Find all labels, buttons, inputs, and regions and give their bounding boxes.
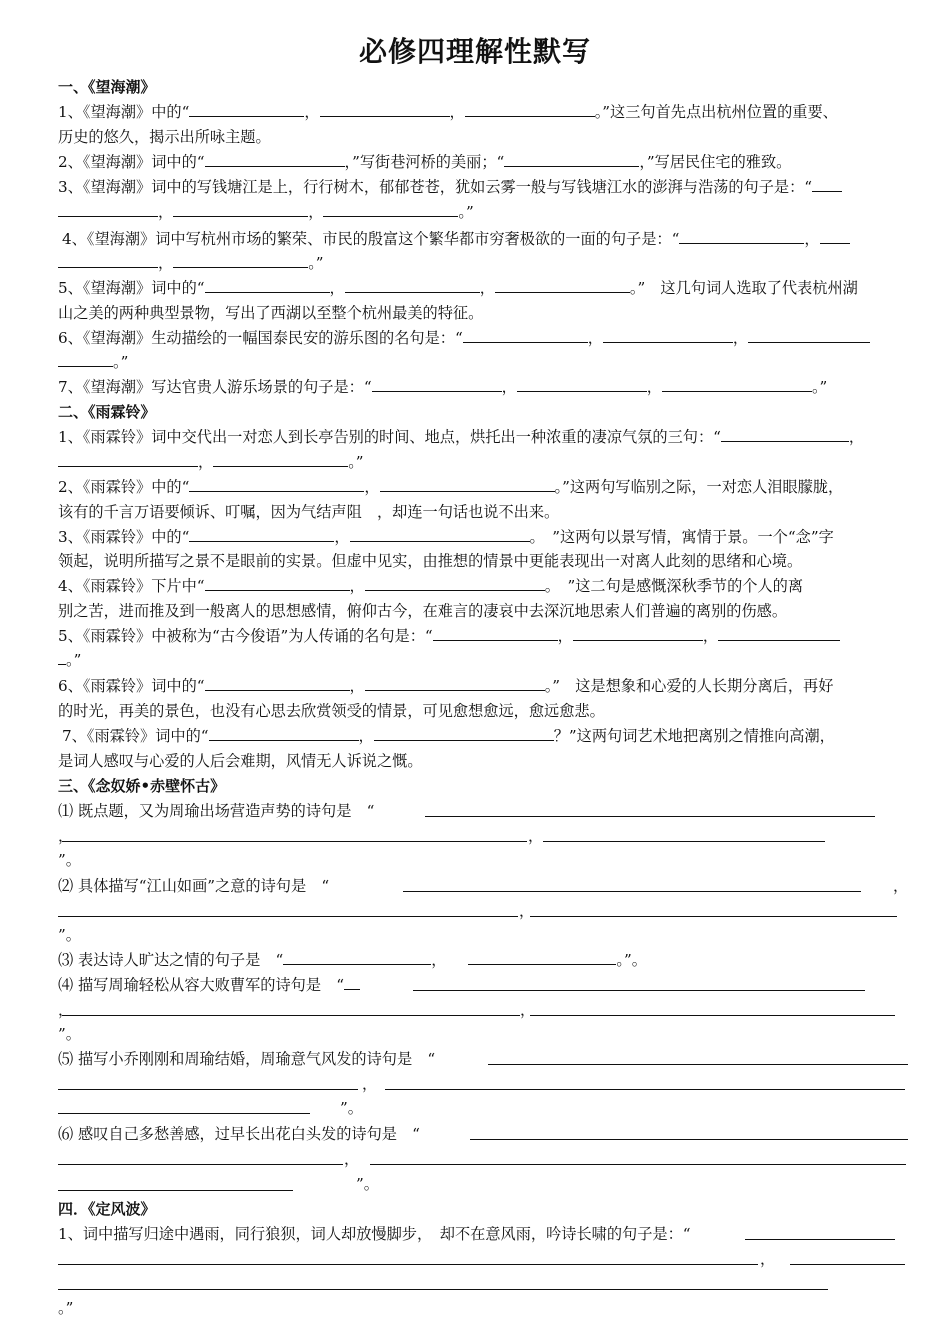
question-3-1-cont: ， <box>58 827 74 845</box>
question-1-1-cont: 历史的悠久，揭示出所咏主题。 <box>58 128 271 146</box>
answer-line[interactable] <box>790 1264 905 1265</box>
question-2-2: 2、《雨霖铃》中的“ ， 。”这两句写临别之际，一对恋人泪眼朦胧， <box>58 478 844 496</box>
answer-line[interactable] <box>425 816 875 817</box>
answer-line[interactable] <box>58 1289 828 1290</box>
answer-blank[interactable] <box>205 278 330 293</box>
answer-blank[interactable] <box>433 626 558 641</box>
question-4-1: 1、词中描写归途中遇雨，同行狼狈，词人却放慢脚步， 却不在意风雨，吟诗长啸的句子是：“ <box>58 1225 691 1243</box>
question-3-4-end: ”。 <box>58 1025 81 1043</box>
answer-blank[interactable] <box>173 253 308 268</box>
answer-blank[interactable] <box>748 328 870 343</box>
answer-line[interactable] <box>58 1164 343 1165</box>
answer-blank[interactable] <box>721 427 849 442</box>
answer-blank[interactable] <box>372 377 502 392</box>
answer-line[interactable] <box>370 1164 906 1165</box>
answer-line[interactable] <box>385 1089 905 1090</box>
question-2-1: 1、《雨霖铃》词中交代出一对恋人到长亭告别的时间、地点，烘托出一种浓重的凄凉气氛的三句：“ ， <box>58 428 865 446</box>
answer-blank[interactable] <box>603 328 733 343</box>
section-heading-niannujiao: 三、《念奴娇•赤壁怀古》 <box>58 777 226 795</box>
question-3-1: ⑴ 既点题，又为周瑜出场营造声势的诗句是 “ <box>58 802 375 820</box>
answer-blank[interactable] <box>365 576 545 591</box>
answer-blank[interactable] <box>820 229 850 244</box>
answer-blank[interactable] <box>205 676 350 691</box>
question-2-7-cont: 是词人感叹与心爱的人后会难期，风情无人诉说之慨。 <box>58 752 423 770</box>
answer-blank[interactable] <box>213 452 348 467</box>
answer-blank[interactable] <box>374 726 554 741</box>
question-3-5-end: ”。 <box>340 1099 363 1117</box>
answer-line[interactable] <box>530 1015 895 1016</box>
answer-blank[interactable] <box>189 527 334 542</box>
answer-blank[interactable] <box>517 377 647 392</box>
answer-line[interactable] <box>62 1015 520 1016</box>
answer-blank[interactable] <box>463 328 588 343</box>
question-2-6: 6、《雨霖铃》词中的“ ， 。” 这是想象和心爱的人长期分离后，再好 <box>58 677 834 695</box>
answer-blank[interactable] <box>468 950 616 965</box>
answer-blank[interactable] <box>350 527 530 542</box>
question-2-7: 7、《雨霖铃》词中的“ ， ？”这两句词艺术地把离别之情推向高潮， <box>62 727 835 745</box>
answer-blank[interactable] <box>323 202 458 217</box>
answer-line[interactable] <box>488 1064 908 1065</box>
page-title: 必修四理解性默写 <box>358 35 591 68</box>
answer-line[interactable] <box>530 916 897 917</box>
comma: ， <box>528 827 544 845</box>
answer-line[interactable] <box>413 990 865 991</box>
question-2-5-cont: 。” <box>58 650 81 670</box>
answer-blank[interactable] <box>189 102 304 117</box>
question-3-4-cont: ， <box>58 1001 74 1019</box>
answer-blank[interactable] <box>189 477 364 492</box>
answer-blank[interactable] <box>573 626 703 641</box>
answer-blank[interactable] <box>320 102 450 117</box>
comma: ， <box>519 902 535 920</box>
question-3-3: ⑶ 表达诗人旷达之情的句子是 “ ， 。”。 <box>58 951 647 969</box>
section-heading-dingfengbo: 四．《定风波》 <box>58 1200 156 1218</box>
answer-blank[interactable] <box>58 352 113 367</box>
question-1-6-cont: 。” <box>58 352 128 372</box>
question-3-6-end: ”。 <box>356 1175 379 1193</box>
answer-line[interactable] <box>62 841 527 842</box>
answer-line[interactable] <box>58 1089 358 1090</box>
answer-line[interactable] <box>58 1113 310 1114</box>
answer-line[interactable] <box>58 1264 758 1265</box>
comma: ， <box>362 1075 378 1093</box>
section-heading-yulinling: 二、《雨霖铃》 <box>58 403 156 421</box>
answer-blank[interactable] <box>812 177 842 192</box>
answer-blank[interactable] <box>345 278 480 293</box>
answer-blank[interactable] <box>718 626 840 641</box>
comma: ， <box>893 877 909 895</box>
question-1-4: 4、《望海潮》词中写杭州市场的繁荣、市民的殷富这个繁华都市穷奢极欲的一面的句子是：“ ， <box>62 229 850 249</box>
answer-blank[interactable] <box>679 229 804 244</box>
question-1-5: 5、《望海潮》词中的“ ， ， 。” 这几句词人选取了代表杭州湖 <box>58 279 858 297</box>
answer-blank[interactable] <box>662 377 812 392</box>
answer-blank[interactable] <box>205 576 350 591</box>
answer-line[interactable] <box>58 916 518 917</box>
answer-blank[interactable] <box>173 202 308 217</box>
answer-blank[interactable] <box>58 253 158 268</box>
question-1-4-cont: ， 。” <box>58 253 324 273</box>
answer-line[interactable] <box>745 1239 895 1240</box>
comma: ， <box>760 1250 776 1268</box>
question-2-2-cont: 该有的千言万语要倾诉、叮嘱，因为气结声阻 ，却连一句话也说不出来。 <box>58 503 560 521</box>
answer-line[interactable] <box>58 1190 293 1191</box>
answer-blank[interactable] <box>465 102 595 117</box>
question-2-4-cont: 别之苦，进而推及到一般离人的思想感情，俯仰古今，在难言的凄哀中去深沉地思索人们普遍的离别的伤感。 <box>58 602 787 620</box>
question-1-2: 2、《望海潮》词中的“ ，”写街巷河桥的美丽；“ ，”写居民住宅的雅致。 <box>58 153 792 171</box>
question-3-5: ⑸ 描写小乔刚刚和周瑜结婚，周瑜意气风发的诗句是 “ <box>58 1050 436 1068</box>
question-3-4: ⑷ 描写周瑜轻松从容大败曹军的诗句是 “ <box>58 975 360 995</box>
answer-line[interactable] <box>403 891 861 892</box>
question-2-5: 5、《雨霖铃》中被称为“古今俊语”为人传诵的名句是：“ ， ， <box>58 626 840 646</box>
question-3-1-end: ”。 <box>58 851 81 869</box>
question-1-3-cont: ， ， 。” <box>58 202 474 222</box>
question-1-6: 6、《望海潮》生动描绘的一幅国泰民安的游乐图的名句是：“ ， ， <box>58 328 870 348</box>
answer-line[interactable] <box>470 1139 908 1140</box>
question-1-7: 7、《望海潮》写达官贵人游乐场景的句子是：“ ， ， 。” <box>58 378 828 396</box>
question-2-1-cont: ， 。” <box>58 452 364 472</box>
answer-blank[interactable] <box>365 676 545 691</box>
answer-blank[interactable] <box>58 202 158 217</box>
question-2-6-cont: 的时光，再美的景色，也没有心思去欣赏领受的情景，可见愈想愈远，愈远愈悲。 <box>58 702 605 720</box>
question-2-4: 4、《雨霖铃》下片中“ ， 。 ”这二句是感慨深秋季节的个人的离 <box>58 577 804 595</box>
question-3-6: ⑹ 感叹自己多愁善感，过早长出花白头发的诗句是 “ <box>58 1125 420 1143</box>
answer-blank[interactable] <box>283 950 431 965</box>
question-3-2: ⑵ 具体描写“江山如画”之意的诗句是 “ <box>58 877 330 895</box>
question-1-1: 1、《望海潮》中的“ ， ， 。”这三句首先点出杭州位置的重要、 <box>58 103 838 121</box>
answer-blank[interactable] <box>495 278 630 293</box>
answer-blank[interactable] <box>344 975 360 990</box>
answer-blank[interactable] <box>205 152 345 167</box>
answer-line[interactable] <box>543 841 825 842</box>
question-1-5-cont: 山之美的两种典型景物，写出了西湖以至整个杭州最美的特征。 <box>58 304 484 322</box>
answer-blank[interactable] <box>58 452 198 467</box>
answer-blank[interactable] <box>380 477 555 492</box>
question-2-3-cont: 领起，说明所描写之景不是眼前的实景。但虚中见实，由推想的情景中更能表现出一对离人此刻的思绪和心境。 <box>58 552 803 570</box>
comma: ， <box>520 1001 536 1019</box>
question-2-3: 3、《雨霖铃》中的“ ， 。 ”这两句以景写情，寓情于景。一个“念”字 <box>58 528 834 546</box>
comma: ， <box>344 1150 360 1168</box>
answer-blank[interactable] <box>504 152 639 167</box>
section-heading-wanghaichao: 一、《望海潮》 <box>58 78 156 96</box>
answer-blank[interactable] <box>209 726 359 741</box>
answer-blank[interactable] <box>58 650 66 665</box>
question-3-2-end: ”。 <box>58 926 81 944</box>
question-4-1-end: 。” <box>58 1299 74 1317</box>
question-1-3: 3、《望海潮》词中的写钱塘江是上，行行树木，郁郁苍苍，犹如云雾一般与写钱塘江水的澎湃与浩荡的句子是：“ <box>58 177 842 197</box>
